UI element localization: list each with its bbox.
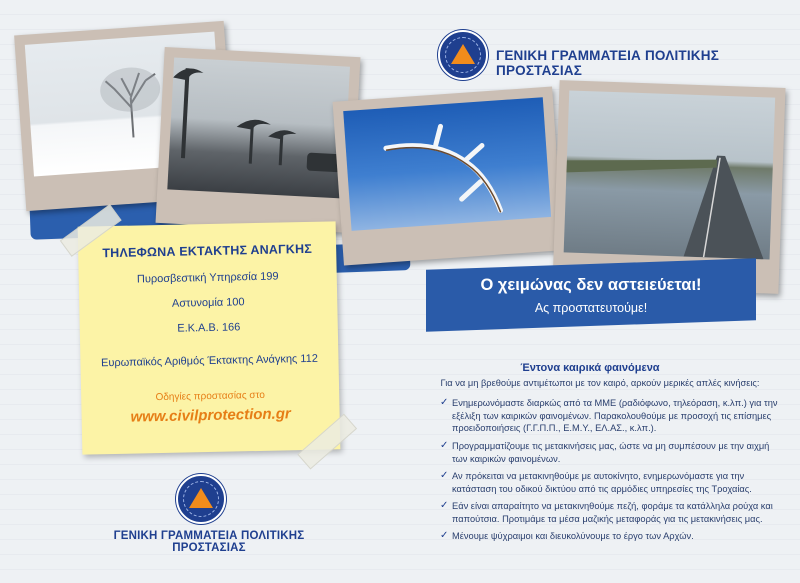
civil-protection-logo-icon [438, 30, 488, 80]
list-item [440, 530, 782, 543]
footer-logo-icon [176, 474, 226, 524]
checkmark-icon: ✓ [440, 470, 449, 481]
tape-right [297, 414, 357, 470]
note-line-112: Ευρωπαϊκός Αριθμός Έκτακτης Ανάγκης 112 [100, 352, 319, 370]
note-line-ekab: Ε.Κ.Α.Β. 166 [177, 321, 241, 335]
photo-frozen-branch [333, 87, 564, 266]
list-item [440, 440, 782, 465]
list-item-text: Εάν είναι απαραίτητο να μετακινηθούμε πεζή, φοράμε τα κατάλληλα ρούχα και παπούτσια. Προτιμάμε τα μέσα μαζικής μεταφοράς για τις μετακινήσεις μας. [452, 501, 773, 524]
list-item-text: Ενημερωνόμαστε διαρκώς από τα ΜΜΕ (ραδιόφωνο, τηλεόραση, κ.λπ.) για την εξέλιξη των καιρικών φαινομένων. Παρακολουθούμε με προσοχή τις επίσημες προειδοποιήσεις (Γ.Γ.Π.Π., Ε.Μ.Υ., ΕΛ.ΑΣ., κ.λπ.). [452, 398, 778, 433]
note-guide: Οδηγίες προστασίας στο [155, 389, 266, 404]
checkmark-icon: ✓ [440, 440, 449, 451]
note-line-police: Αστυνομία 100 [171, 296, 245, 310]
section-title: Έντονα καιρικά φαινόμενα [520, 362, 660, 374]
section-intro: Για να μη βρεθούμε αντιμέτωποι με τον καιρό, αρκούν μερικές απλές κινήσεις: [440, 378, 760, 388]
checkmark-icon: ✓ [440, 397, 449, 408]
note-line-fire: Πυροσβεστική Υπηρεσία 199 [136, 270, 279, 286]
headline-banner [426, 264, 756, 326]
banner-sub: Ας προστατευτούμε! [534, 301, 648, 315]
list-item-text: Αν πρόκειται να μετακινηθούμε με αυτοκίνητο, ενημερωνόμαστε για την κατάσταση του οδικού δικτύου από τις αρμόδιες υπηρεσίες της Τροχαίας. [452, 471, 752, 494]
list-item [440, 397, 782, 435]
checkmark-icon: ✓ [440, 500, 449, 511]
note-url[interactable]: www.civilprotection.gr [130, 405, 291, 426]
emergency-phones-note [78, 221, 341, 454]
list-item [440, 470, 782, 495]
note-title: ΤΗΛΕΦΩΝΑ ΕΚΤΑΚΤΗΣ ΑΝΑΓΚΗΣ [102, 241, 313, 261]
checkmark-icon: ✓ [440, 530, 449, 541]
list-item [440, 500, 782, 525]
footer-title: ΓΕΝΙΚΗ ΓΡΑΜΜΑΤΕΙΑ ΠΟΛΙΤΙΚΗΣ ΠΡΟΣΤΑΣΙΑΣ [113, 530, 305, 554]
list-item-text: Προγραμματίζουμε τις μετακινήσεις μας, ώστε να μη συμπέσουν με την αιχμή των καιρικών φαινομένων. [452, 441, 770, 464]
list-item-text: Μένουμε ψύχραιμοι και διευκολύνουμε το έργο των Αρχών. [452, 531, 694, 541]
header-title: ΓΕΝΙΚΗ ΓΡΑΜΜΑΤΕΙΑ ΠΟΛΙΤΙΚΗΣ ΠΡΟΣΤΑΣΙΑΣ [496, 48, 719, 78]
photo-storm-palms [156, 47, 361, 233]
banner-headline: Ο χειμώνας δεν αστειεύεται! [480, 276, 702, 294]
